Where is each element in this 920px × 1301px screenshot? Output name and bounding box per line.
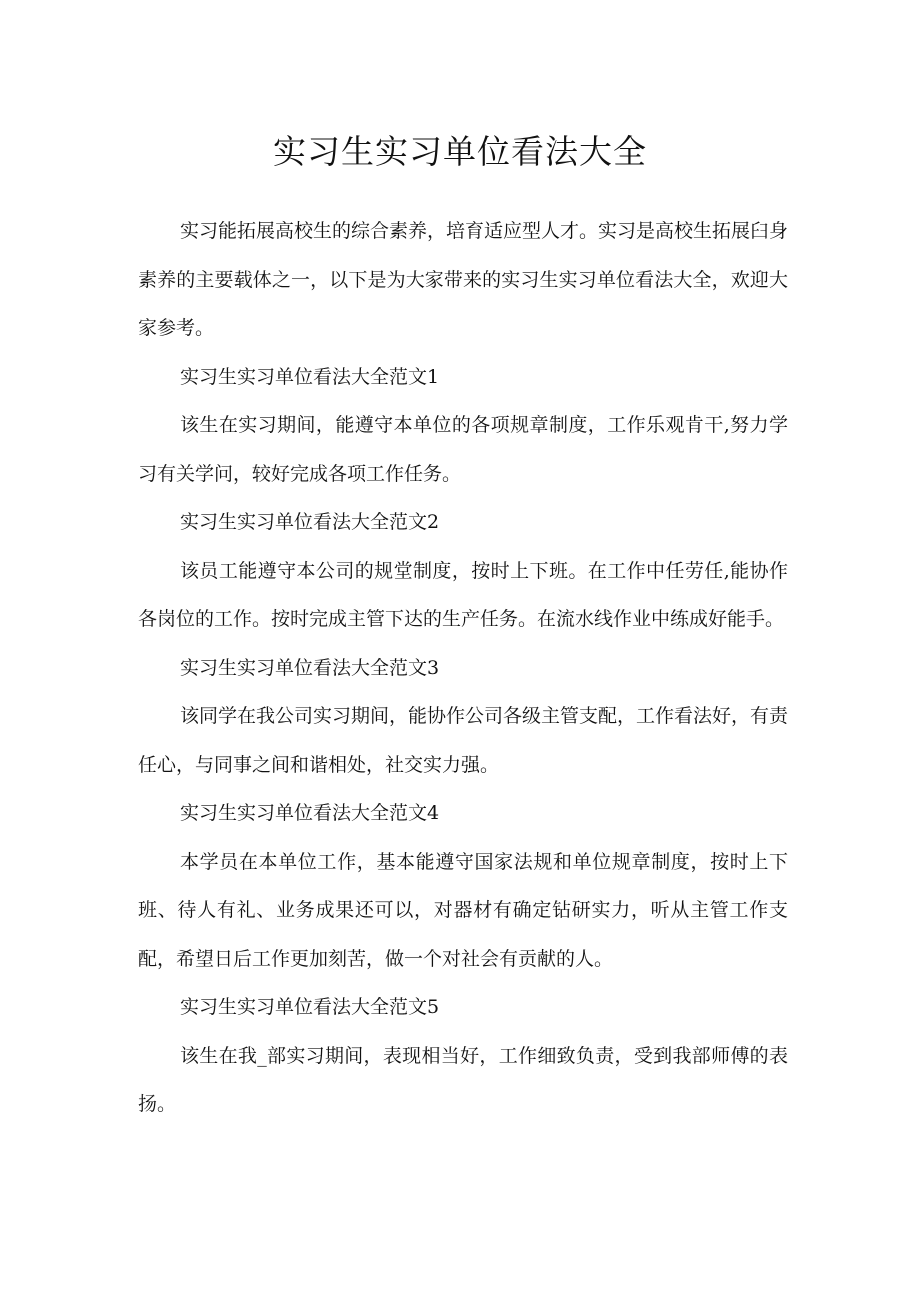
- section-body-5: 该生在我_部实习期间，表现相当好，工作细致负责，受到我部师傅的表扬。: [138, 1044, 788, 1115]
- section-heading-2: 实习生实习单位看法大全范文2: [180, 511, 440, 533]
- section-heading-4: 实习生实习单位看法大全范文4: [180, 802, 440, 824]
- intro-paragraph: 实习能拓展高校生的综合素养，培育适应型人才。实习是高校生拓展臼身素养的主要载体之一，以下是为大家带来的实习生实习单位看法大全，欢迎大家参考。: [138, 220, 789, 339]
- section-heading-5: 实习生实习单位看法大全范文5: [180, 996, 440, 1018]
- section-body-3: 该同学在我公司实习期间，能协作公司各级主管支配，工作看法好，有责任心，与同事之间和谐相处，社交实力强。: [138, 705, 789, 776]
- section-body-4: 本学员在本单位工作，基本能遵守国家法规和单位规章制度，按时上下班、待人有礼、业务成果还可以，对器材有确定钻研实力，听从主管工作支配，希望日后工作更加刻苦，做一个对社会有贡献的人。: [138, 850, 788, 970]
- section-body-2: 该员工能遵守本公司的规堂制度，按时上下班。在工作中任劳任,能协作各岗位的工作。按时完成主管下达的生产任务。在流水线作业中练成好能手。: [138, 559, 788, 630]
- section-heading-1: 实习生实习单位看法大全范文1: [180, 365, 440, 388]
- section-heading-3: 实习生实习单位看法大全范文3: [180, 656, 440, 679]
- document-title: 实习生实习单位看法大全: [273, 132, 647, 171]
- document-body: [138, 207, 788, 1129]
- section-body-1: 该生在实习期间，能遵守本单位的各项规章制度，工作乐观肯干,努力学习有关学问，较好完成各项工作任务。: [138, 414, 788, 485]
